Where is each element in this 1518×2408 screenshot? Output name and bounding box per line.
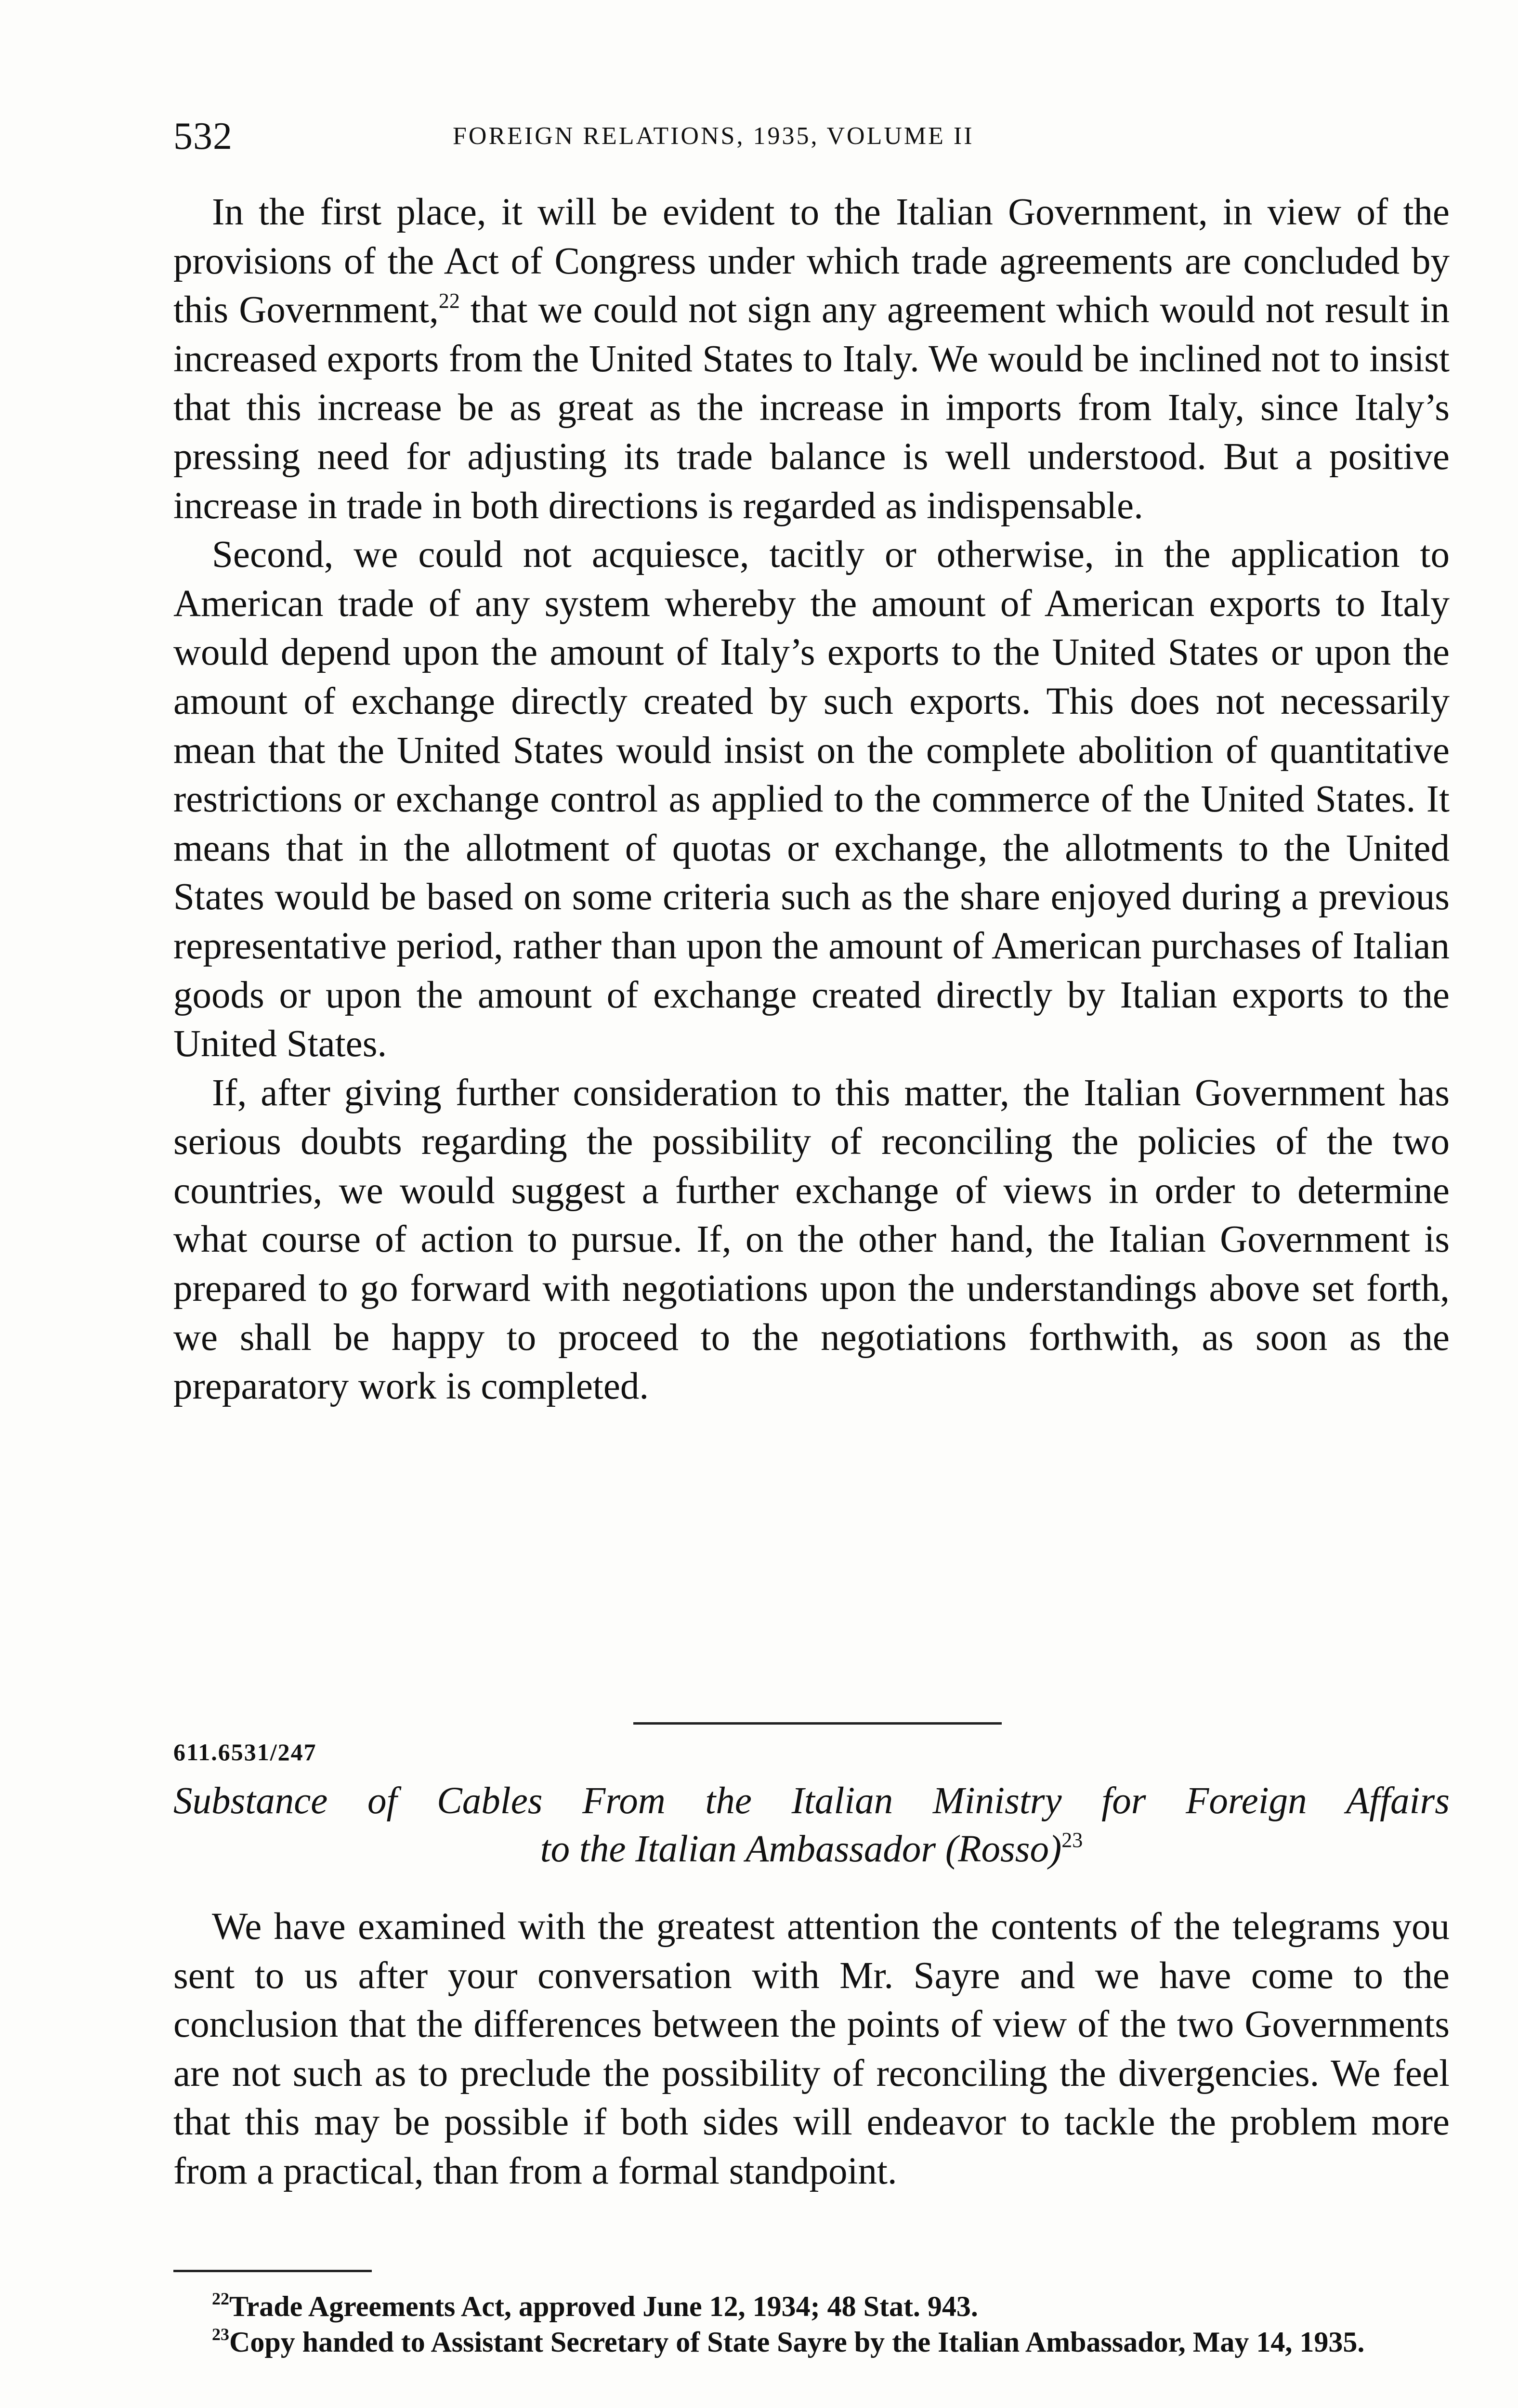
file-number: 611.6531/247 xyxy=(173,1739,317,1766)
footnote-divider xyxy=(173,2270,372,2272)
paragraph-text: that we could not sign any agreement which would not result in increased exports from the United States to Italy. We would be inclined not to insist that this increase be as great as the increase in imports from Italy, since Italy’s pressing need for adjusting its trade balance is well understood. But a positive increase in trade in both directions is regarded as indispensable. xyxy=(173,289,1450,527)
document-title xyxy=(173,1777,1450,1873)
paragraph-first-place xyxy=(173,188,1450,530)
document-title-line-1: Substance of Cables From the Italian Ministry for Foreign Affairs xyxy=(173,1780,1450,1822)
footnote-number: 22 xyxy=(212,2289,229,2308)
footnote-reference: 22 xyxy=(438,289,460,313)
cable-body xyxy=(173,1902,1450,2196)
letter-body xyxy=(173,188,1450,1411)
footnote xyxy=(173,2289,1450,2324)
paragraph-third: If, after giving further consideration to this matter, the Italian Government has serious doubts regarding the possibility of reconciling the policies of the two countries, we would suggest a further exchange of views in order to determine what course of action to pursue. If, on the other hand, the Italian Government is prepared to go forward with negotiations upon the understandings above set forth, we shall be happy to proceed to the negotiations forthwith, as soon as the preparatory work is completed. xyxy=(173,1072,1450,1408)
footnote xyxy=(173,2324,1450,2360)
paragraph-second: Second, we could not acquiesce, tacitly or otherwise, in the application to American trade of any system whereby the amount of American exports to Italy would depend upon the amount of Italy’s exports to the United States or upon the amount of exchange directly created by such exports. This does not necessarily mean that the United States would insist on the complete abolition of quantitative restrictions or exchange control as applied to the commerce of the United States. It means that in the allotment of quotas or exchange, the allotments to the United States would be based on some criteria such as the share enjoyed during a previous representative period, rather than upon the amount of American purchases of Italian goods or upon the amount of exchange created directly by Italian exports to the United States. xyxy=(173,534,1450,1065)
paragraph-text: In the first place, it will be evident to the Italian Government, in view of the provisions of the Act of Congress under which trade agreements are concluded by this Government, xyxy=(173,191,1450,331)
footnote-text: Copy handed to Assistant Secretary of State Sayre by the Italian Ambassador, May 14, 1935. xyxy=(229,2326,1365,2358)
running-head xyxy=(173,115,1450,158)
section-divider xyxy=(633,1722,1002,1725)
footnote-number: 23 xyxy=(212,2325,229,2344)
document-title-line-2: to the Italian Ambassador (Rosso) xyxy=(540,1828,1062,1870)
footnote-reference: 23 xyxy=(1061,1828,1083,1852)
running-head-title: FOREIGN RELATIONS, 1935, VOLUME II xyxy=(453,122,974,150)
footnote-text: Trade Agreements Act, approved June 12, 1934; 48 Stat. 943. xyxy=(229,2290,978,2322)
paragraph-cable: We have examined with the greatest attention the contents of the telegrams you sent to us after your conversation with Mr. Sayre and we have come to the conclusion that the differences between the points of view of the two Governments are not such as to preclude the possibility of reconciling the divergencies. We feel that this may be possible if both sides will endeavor to tackle the problem more from a practical, than from a formal standpoint. xyxy=(173,1906,1450,2192)
footnotes xyxy=(173,2289,1450,2360)
page-number: 532 xyxy=(173,115,233,157)
